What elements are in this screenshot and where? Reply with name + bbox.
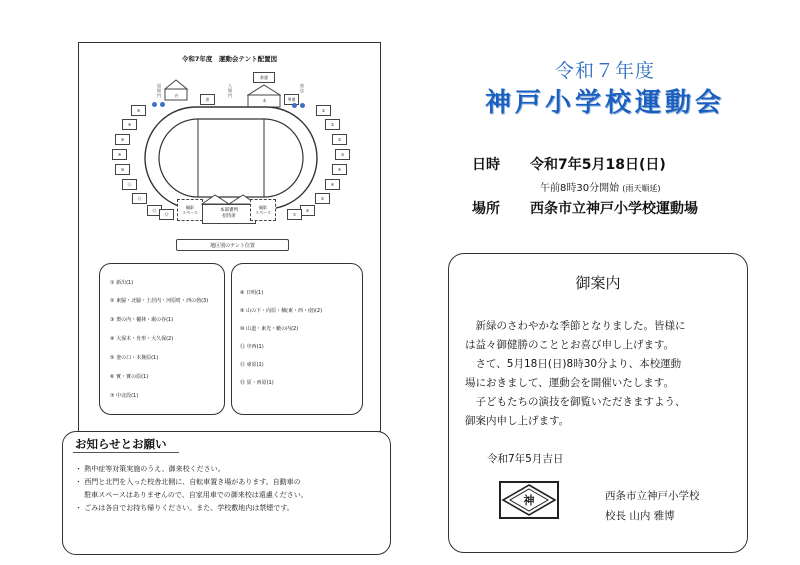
district-item: ② 東脇・北脇・土居内・河原町・西の箇(3) bbox=[110, 298, 209, 304]
top-tent-label: 救護 bbox=[253, 72, 275, 83]
date-value: 令和7年5月18日(日) bbox=[530, 157, 666, 173]
top-tent-label: 本 bbox=[262, 97, 267, 103]
district-item: ④ 大保木・舟形・大久保(2) bbox=[110, 336, 174, 342]
district-item: ⑩ 山道・東光・藪の内(2) bbox=[240, 326, 299, 332]
start-time bbox=[540, 179, 661, 194]
district-item: ⑥ 實・實の原(1) bbox=[110, 374, 149, 380]
invitation-line: さて、5月18日(日)8時30分より、本校運動 bbox=[465, 358, 682, 370]
event-year-subtitle: 令和７年度 bbox=[554, 60, 655, 82]
district-tent: ⑪ bbox=[122, 179, 137, 190]
invitation-line: 新緑のさわやかな季節となりました。皆様に bbox=[465, 320, 686, 332]
rain-note: (雨天順延) bbox=[622, 184, 661, 193]
district-item: ⑬ 原・西原(1) bbox=[240, 380, 274, 386]
district-tent: ① bbox=[316, 105, 331, 116]
gate-label: 退場門 bbox=[157, 83, 161, 98]
notice-line: ・ 熱中症等対策実施のうえ、御来校ください。 bbox=[75, 465, 225, 473]
district-item: ① 新出(1) bbox=[110, 280, 134, 286]
sender-principal: 校長 山内 雅博 bbox=[605, 510, 675, 522]
top-tent-label: 準備 bbox=[284, 94, 299, 105]
district-tent: ② bbox=[332, 134, 347, 145]
district-tent: ⑨ bbox=[112, 149, 127, 160]
district-tent-banner: 地区別のテント位置 bbox=[176, 239, 289, 251]
district-tent: ⑨ bbox=[115, 134, 130, 145]
invitation-line: 場におきまして、運動会を開催いたします。 bbox=[465, 377, 674, 389]
hq-judge-seats: 本部審判 招待席 bbox=[202, 204, 256, 224]
emblem-char: 神 bbox=[523, 494, 535, 507]
district-list-left bbox=[99, 263, 225, 415]
district-item: ⑧ 日明(1) bbox=[240, 290, 264, 296]
district-tent: ⑤ bbox=[315, 193, 330, 204]
invitation-line: は益々御健勝のこととお喜び申し上げます。 bbox=[465, 339, 675, 351]
tent-layout-map bbox=[78, 42, 381, 432]
district-tent: ② bbox=[325, 119, 340, 130]
event-title: 神戸小学校運動会 bbox=[484, 88, 725, 118]
top-tent-label: 台 bbox=[174, 92, 179, 98]
school-emblem-logo bbox=[499, 481, 559, 519]
gate-label: 入場門 bbox=[228, 83, 232, 98]
invitation-date: 令和7年5月吉日 bbox=[487, 453, 564, 465]
photo-space-right: 撮影 スペース bbox=[250, 199, 276, 221]
invitation-line: 御案内申し上げます。 bbox=[465, 415, 570, 427]
notice-box bbox=[62, 431, 391, 555]
district-item: ⑦ 中北段(1) bbox=[110, 393, 139, 399]
place-label: 場所 bbox=[472, 201, 500, 217]
gate-label: 放送 bbox=[300, 83, 304, 93]
district-tent: ⑥ bbox=[300, 205, 315, 216]
notice-line: 駐車スペースはありませんので、自家用車での御来校は遠慮ください。 bbox=[75, 491, 308, 499]
notice-title-underline bbox=[73, 452, 179, 453]
district-item: ③ 奥の内・樋林・堀の谷(1) bbox=[110, 317, 174, 323]
photo-space-left: 撮影 スペース bbox=[177, 199, 203, 221]
top-tent-label: 席 bbox=[200, 94, 215, 105]
notice-title: お知らせとお願い bbox=[75, 437, 167, 451]
district-item: ⑫ 東原(1) bbox=[240, 362, 264, 368]
notice-line: ・ ごみは各自でお持ち帰りください。また、学校敷地内は禁煙です。 bbox=[75, 504, 294, 512]
start-time-value: 午前8時30分開始 bbox=[540, 183, 620, 194]
invitation-line: 子どもたちの演技を御覧いただきますよう、 bbox=[465, 396, 686, 408]
district-tent: ⑩ bbox=[115, 164, 130, 175]
notice-line: ・ 西門と北門を入った校舎北側に、自転車置き場があります。自動車の bbox=[75, 478, 301, 486]
place-value: 西条市立神戸小学校運動場 bbox=[530, 201, 698, 217]
district-tent: ⑫ bbox=[132, 193, 147, 204]
district-item: ⑤ 釜の口・木挽原(1) bbox=[110, 355, 159, 361]
school-emblem-icon bbox=[501, 483, 557, 517]
district-tent: ④ bbox=[325, 179, 340, 190]
district-tent: ⑬ bbox=[159, 209, 174, 220]
district-item: ⑨ 山の下・向原・楠(東・西・南)(2) bbox=[240, 308, 323, 314]
district-tent: ⑬ bbox=[147, 205, 162, 216]
district-tent: ⑦ bbox=[287, 209, 302, 220]
date-label: 日時 bbox=[472, 157, 500, 173]
district-tent: ③ bbox=[335, 149, 350, 160]
district-list-right bbox=[231, 263, 363, 415]
district-item: ⑪ 中西(1) bbox=[240, 344, 264, 350]
invitation-box bbox=[448, 253, 748, 553]
district-tent: ⑨ bbox=[122, 119, 137, 130]
district-tent: ④ bbox=[332, 164, 347, 175]
map-title: 令和7年度 運動会テント配置図 bbox=[181, 55, 278, 63]
invitation-title: 御案内 bbox=[575, 274, 621, 292]
sender-school: 西条市立神戸小学校 bbox=[605, 490, 700, 502]
district-tent: ⑨ bbox=[131, 105, 146, 116]
